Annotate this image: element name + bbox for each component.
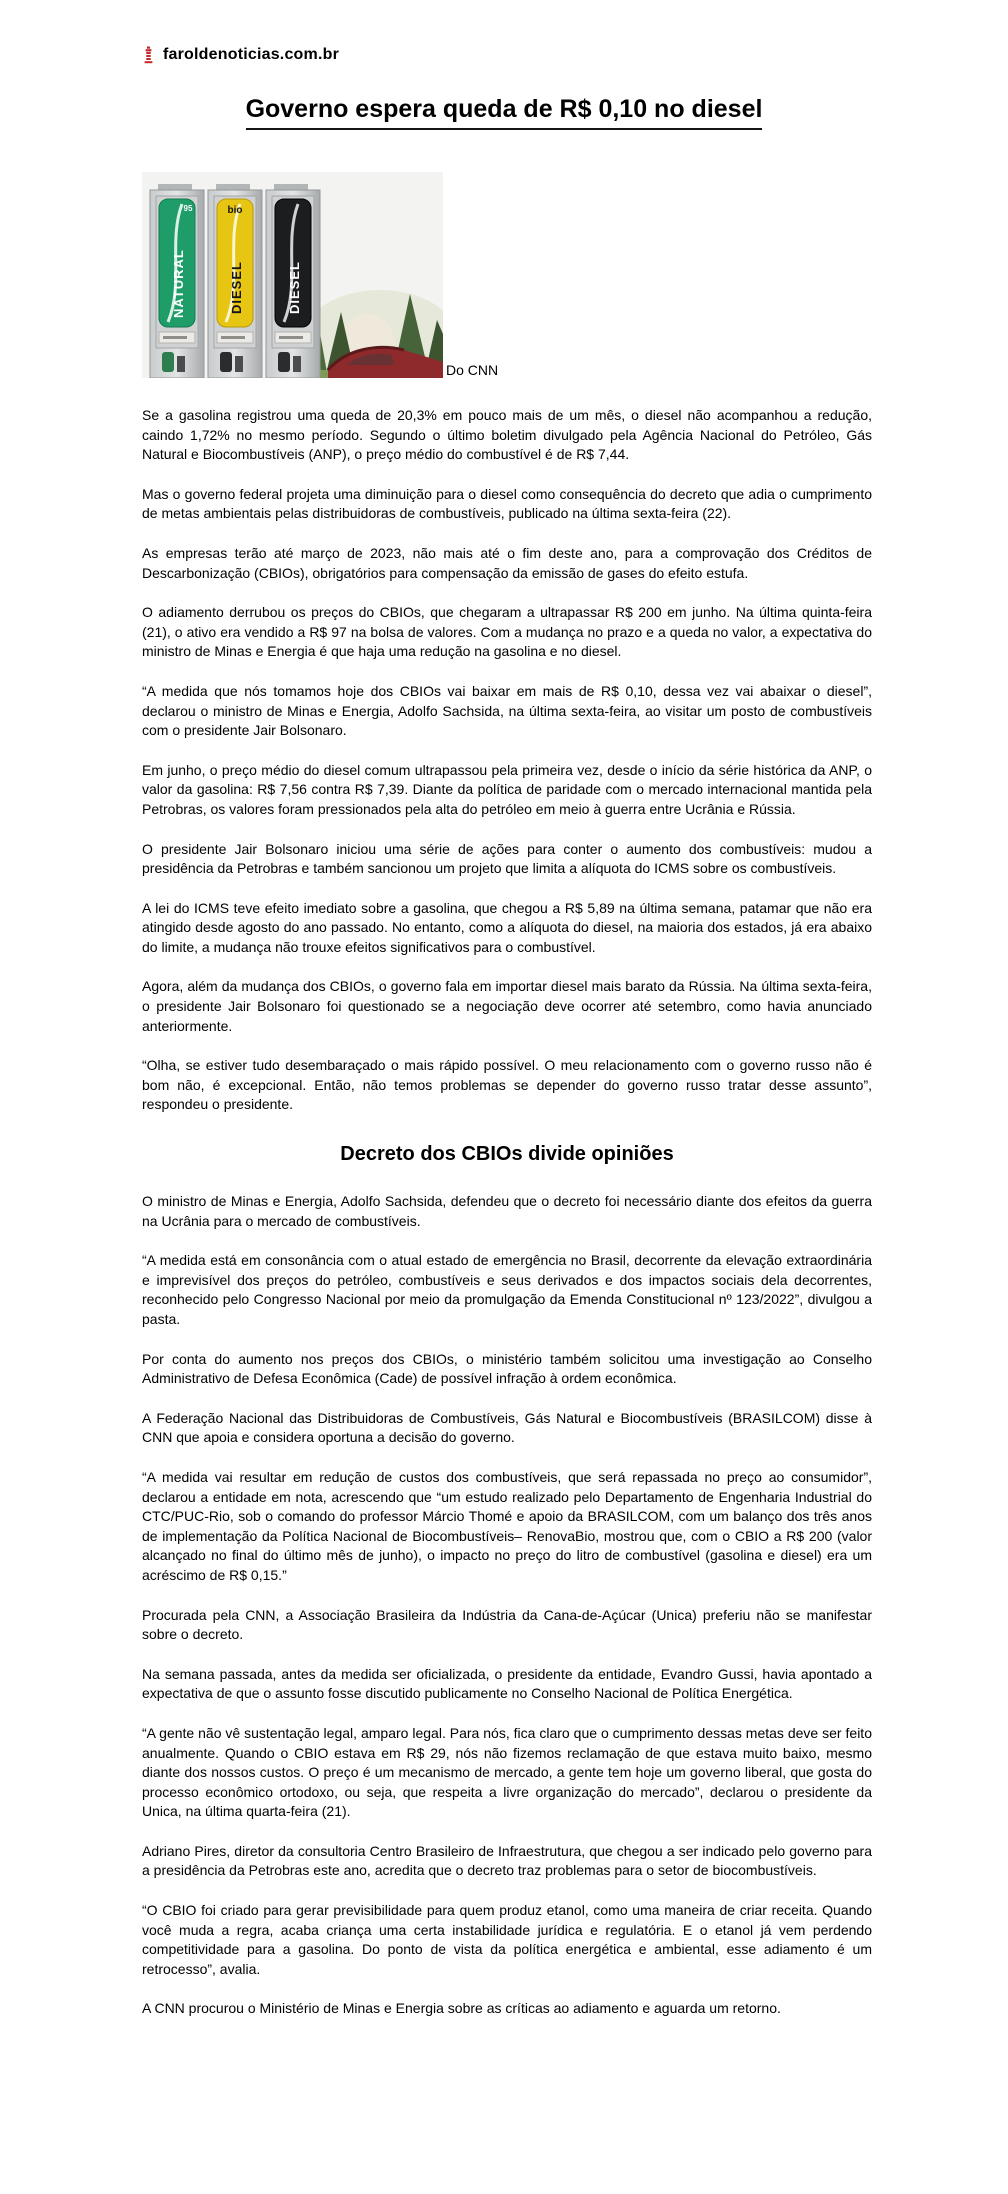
article-paragraph: O adiamento derrubou os preços do CBIOs, que chegaram a ultrapassar R$ 200 em junho. Na última quinta-feira (21), o ativo era vendido a R$ 97 na bolsa de valores. Com a mudança no prazo e a queda no valor, a expectativa do ministro de Minas e Energia é que haja uma redução na gasolina e no diesel. [142,604,872,660]
article-paragraph: Agora, além da mudança dos CBIOs, o governo fala em importar diesel mais barato da Rússia. Na última sexta-feira, o presidente Jair Bolsonaro foi questionado se a negociação deve ocorrer até setembro, como havia anunciado anteriormente. [142,978,872,1034]
fuel-pump-diesel [266,184,320,378]
article-paragraph: A CNN procurou o Ministério de Minas e Energia sobre as críticas ao adiamento e aguarda um retorno. [142,2000,781,2017]
site-header [0,0,1008,64]
article-title: Governo espera queda de R$ 0,10 no diesel [246,95,763,130]
article-paragraph: “A medida que nós tomamos hoje dos CBIOs vai baixar em mais de R$ 0,10, dessa vez vai abaixar o diesel”, declarou o ministro de Minas e Energia, Adolfo Sachsida, na última sexta-feira, ao visitar um posto de combustíveis com o presidente Jair Bolsonaro. [142,682,872,739]
article-paragraph: A Federação Nacional das Distribuidoras de Combustíveis, Gás Natural e Biocombustíveis (BRASILCOM) disse à CNN que apoia e considera oportuna a decisão do governo. [142,1409,872,1446]
pump-octane-label: 95 [183,204,193,213]
article-paragraph: As empresas terão até março de 2023, não mais até o fim deste ano, para a comprovação dos Créditos de Descarbonização (CBIOs), obrigatórios para compensação da emissão de gases do efeito estufa. [142,544,872,581]
site-domain: faroldenoticias.com.br [163,46,339,63]
fuel-pumps-image [142,172,443,378]
article-paragraph: O ministro de Minas e Energia, Adolfo Sachsida, defendeu que o decreto foi necessário diante dos efeitos da guerra na Ucrânia para o mercado de combustíveis. [142,1193,872,1229]
article-paragraph: Por conta do aumento nos preços dos CBIOs, o ministério também solicitou uma investigação ao Conselho Administrativo de Defesa Econômica (Cade) de possível infração à ordem econômica. [142,1350,872,1387]
article-paragraph: Se a gasolina registrou uma queda de 20,3% em pouco mais de um mês, o diesel não acompanhou a redução, caindo 1,72% no mesmo período. Segundo o último boletim divulgado pela Agência Nacional do Petróleo, Gás Natural e Biocombustíveis (ANP), o preço médio do combustível é de R$ 7,44. [142,407,872,463]
article-paragraph: Na semana passada, antes da medida ser oficializada, o presidente da entidade, Evandro Gussi, havia apontado a expectativa de que o assunto fosse discutido publicamente no Conselho Nacional de Política Energética. [142,1665,872,1702]
article-figure [142,172,872,378]
article-paragraph: O presidente Jair Bolsonaro iniciou uma série de ações para conter o aumento dos combustíveis: mudou a presidência da Petrobras e também sancionou um projeto que limita a alíquota do ICMS sobre os combustíveis. [142,840,872,877]
section-heading: Decreto dos CBIOs divide opiniões [340,1143,674,1166]
article-paragraph: “A medida vai resultar em redução de custos dos combustíveis, que será repassada no preço ao consumidor”, declarou a entidade em nota, acrescendo que “um estudo realizado pelo Departamento de Engenharia Industrial do CTC/PUC-Rio, sob o comando do professor Márcio Thomé e apoio da BRASILCOM, com um balanço dos três anos de implementação da Política Nacional de Biocombustíveis– RenovaBio, mostrou que, com o CBIO a R$ 200 (valor alcançado no final do último mês de junho), o impacto no preço do litro de combustível (gasolina e diesel) era um acréscimo de R$ 0,15.” [142,1468,872,1583]
article-paragraph: Mas o governo federal projeta uma diminuição para o diesel como consequência do decreto que adia o cumprimento de metas ambientais pelas distribuidoras de combustíveis, publicado na última sexta-feira (22). [142,485,872,522]
image-caption: Do CNN [446,362,499,378]
pump-bio-label: bio [227,205,243,216]
pump-label-biodiesel: DIESEL [229,261,244,314]
article-body [142,172,872,2019]
article-paragraph: A lei do ICMS teve efeito imediato sobre a gasolina, que chegou a R$ 5,89 na última semana, patamar que não era atingido desde agosto do ano passado. No entanto, como a alíquota do diesel, na maioria dos estados, já era abaixo do limite, a mudança não trouxe efeitos significativos para o combustível. [142,899,872,955]
article-paragraph: Adriano Pires, diretor da consultoria Centro Brasileiro de Infraestrutura, que chegou a ser indicado pelo governo para a presidência da Petrobras este ano, acredita que o decreto traz problemas para o setor de biocombustíveis. [142,1842,872,1879]
fuel-pump-biodiesel [208,184,262,378]
pump-label-natural: NATURAL [171,249,186,318]
article-paragraph: “Olha, se estiver tudo desembaraçado o mais rápido possível. O meu relacionamento com o governo russo não é bom não, é excepcional. Então, não temos problemas se depender do governo russo tratar desse assunto”, respondeu o presidente. [142,1057,872,1113]
article-title-row [0,88,1008,130]
article-paragraph: Em junho, o preço médio do diesel comum ultrapassou pela primeira vez, desde o início da série histórica da ANP, o valor da gasolina: R$ 7,56 contra R$ 7,39. Diante da política de paridade com o mercado internacional mantida pela Petrobras, os valores foram pressionados pela alta do petróleo em meio à guerra entre Ucrânia e Rússia. [142,761,872,817]
article-paragraph: Procurada pela CNN, a Associação Brasileira da Indústria da Cana-de-Açúcar (Unica) preferiu não se manifestar sobre o decreto. [142,1606,872,1643]
article-paragraph: “O CBIO foi criado para gerar previsibilidade para quem produz etanol, como uma maneira de criar receita. Quando você muda a regra, acaba criança uma certa instabilidade jurídica e regulatória. E o etanol já vem perdendo competitividade para a gasolina. Do ponto de vista da política energética e ambiental, esse adiamento é um retrocesso”, avalia. [142,1902,872,1977]
lighthouse-favicon-icon [142,46,155,64]
article-paragraph: “A medida está em consonância com o atual estado de emergência no Brasil, decorrente da elevação extraordinária e imprevisível dos preços do petróleo, combustíveis e seus derivados e dos impactos sociais dela decorrentes, reconhecido pelo Congresso Nacional por meio da promulgação da Emenda Constitucional nº 123/2022”, divulgou a pasta. [142,1252,872,1327]
pump-label-diesel: DIESEL [287,261,302,314]
article-paragraph: “A gente não vê sustentação legal, amparo legal. Para nós, fica claro que o cumprimento dessas metas deve ser feito anualmente. Quando o CBIO estava em R$ 29, nós não fizemos reclamação de que estava muito baixo, mesmo diante dos nossos custos. O preço é um mecanismo de mercado, a gente tem hoje um governo liberal, que gosta do processo econômico ortodoxo, ou seja, que respeita a livre organização do mercado”, declarou o presidente da Unica, na última quarta-feira (21). [142,1724,872,1820]
fuel-pump-natural [150,184,204,378]
